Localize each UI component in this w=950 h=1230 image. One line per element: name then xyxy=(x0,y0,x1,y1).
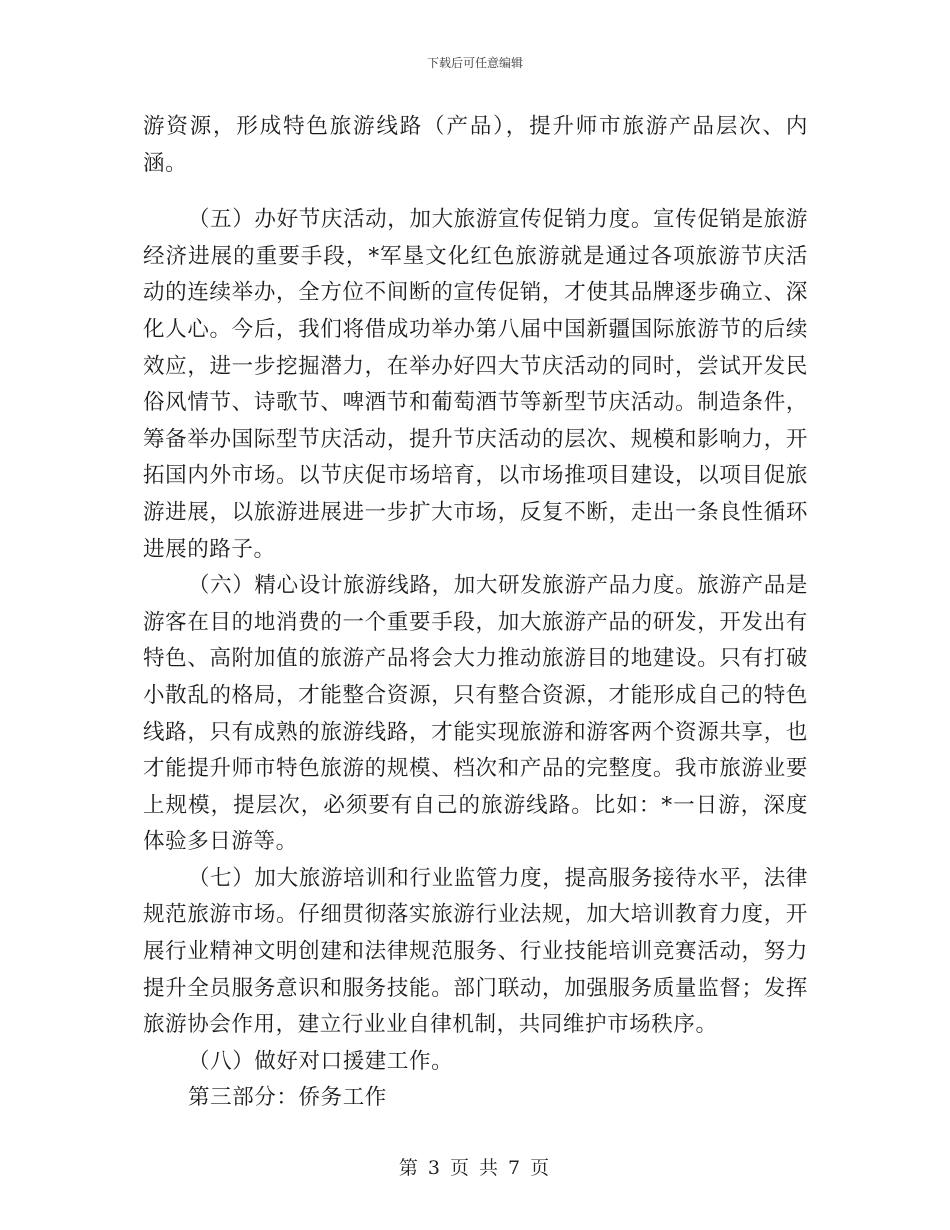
paragraph-section-7: （七）加大旅游培训和行业监管力度，提高服务接待水平，法律规范旅游市场。仔细贯彻落实旅游行业法规，加大培训教育力度，开展行业精神文明创建和法律规范服务、行业技能培训竞赛活动，努力提升全员服务意识和服务技能。部门联动，加强服务质量监督；发挥旅游协会作用，建立行业业自律机制，共同维护市场秩序。 xyxy=(143,865,808,1038)
document-body xyxy=(143,109,808,1117)
paragraph-section-6: （六）精心设计旅游线路，加大研发旅游产品力度。旅游产品是游客在目的地消费的一个重要手段，加大旅游产品的研发，开发出有特色、高附加值的旅游产品将会大力推动旅游目的地建设。只有打破小散乱的格局，才能整合资源，只有整合资源，才能形成自己的特色线路，只有成熟的旅游线路，才能实现旅游和游客两个资源共享，也才能提升师市特色旅游的规模、档次和产品的完整度。我市旅游业要上规模，提层次，必须要有自己的旅游线路。比如：*一日游，深度体验多日游等。 xyxy=(143,573,808,855)
paragraph-continuation: 游资源，形成特色旅游线路（产品），提升师市旅游产品层次、内涵。 xyxy=(143,114,808,176)
paragraph-section-8: （八）做好对口援建工作。 xyxy=(188,1048,454,1074)
section-heading-part-3: 第三部分：侨务工作 xyxy=(188,1085,387,1111)
page-header: 下载后可任意编辑 xyxy=(426,56,523,70)
paragraph-section-5: （五）办好节庆活动，加大旅游宣传促销力度。宣传促销是旅游经济进展的重要手段，*军垦文化红色旅游就是通过各项旅游节庆活动的连续举办，全方位不间断的宣传促销，才使其品牌逐步确立、深化人心。今后，我们将借成功举办第八届中国新疆国际旅游节的后续效应，进一步挖掘潜力，在举办好四大节庆活动的同时，尝试开发民俗风情节、诗歌节、啤酒节和葡萄酒节等新型节庆活动。制造条件，筹备举办国际型节庆活动，提升节庆活动的层次、规模和影响力，开拓国内外市场。以节庆促市场培育，以市场推项目建设，以项目促旅游进展，以旅游进展进一步扩大市场，反复不断，走出一条良性循环进展的路子。 xyxy=(143,207,808,562)
page-footer: 第 3 页 共 7 页 xyxy=(398,1157,552,1179)
